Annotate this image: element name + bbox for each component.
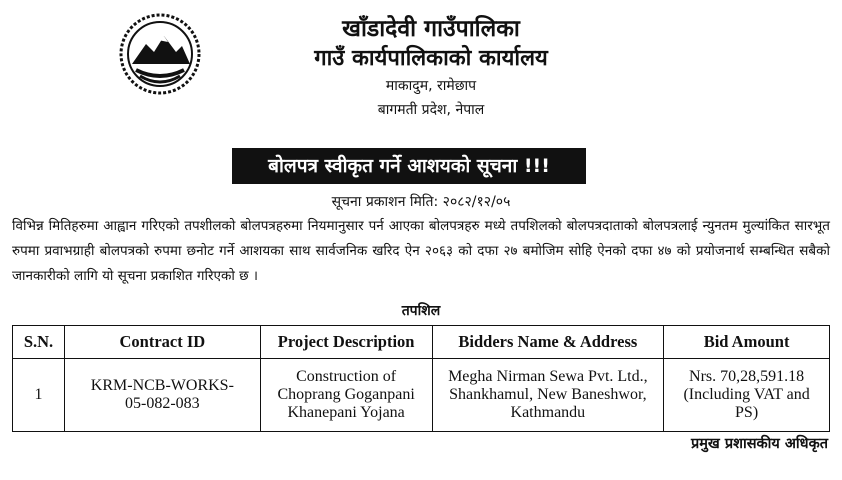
cell-bidders: Megha Nirman Sewa Pvt. Ltd., Shankhamul, New Baneshwor, Kathmandu <box>432 359 664 432</box>
header-contract-id: Contract ID <box>64 326 260 359</box>
notice-body: विभिन्न मितिहरुमा आह्वान गरिएको तपशीलको बोलपत्रहरुमा नियमानुसार पर्न आएका बोलपत्रहरु मध्ये तपशिलको बोलपत्रदाताको बोलपत्रलाई न्युनतम मुल्यांकित सारभूत रुपमा प्रवाभग्राही बोलपत्रको रुपमा छनोट गर्ने आशयका साथ सार्वजनिक खरिद ऐन २०६३ को दफा २७ बमोजिम सोहि ऐनको दफा ४७ को प्रयोजनार्थ सम्बन्धित सबैको जानकारीको लागि यो सूचना प्रकाशित गरिएको छ । <box>12 218 830 284</box>
office-title: गाउँ कार्यपालिकाको कार्यालय <box>314 46 548 71</box>
table-header-row <box>13 326 830 359</box>
publish-date: सूचना प्रकाशन मिति: २०८२/१२/०५ <box>331 194 511 210</box>
office-province: बागमती प्रदेश, नेपाल <box>377 102 485 118</box>
cell-sn: 1 <box>13 359 65 432</box>
table-row <box>13 359 830 432</box>
tender-table <box>12 325 830 432</box>
municipality-name: खाँडादेवी गाउँपालिका <box>342 16 520 42</box>
cell-bid-amount: Nrs. 70,28,591.18 (Including VAT and PS) <box>664 359 830 432</box>
signature-title: प्रमुख प्रशासकीय अधिकृत <box>691 436 828 452</box>
header-project-description: Project Description <box>260 326 432 359</box>
table-caption: तपशिल <box>401 303 441 319</box>
office-location: माकादुम, रामेछाप <box>385 78 477 94</box>
cell-contract-id: KRM-NCB-WORKS-05-082-083 <box>64 359 260 432</box>
office-header <box>0 14 842 122</box>
header-sn: S.N. <box>13 326 65 359</box>
header-bidders: Bidders Name & Address <box>432 326 664 359</box>
notice-title: बोलपत्र स्वीकृत गर्ने आशयको सूचना !!! <box>232 148 586 184</box>
header-bid-amount: Bid Amount <box>664 326 830 359</box>
cell-project-description: Construction of Choprang Goganpani Khanepani Yojana <box>260 359 432 432</box>
